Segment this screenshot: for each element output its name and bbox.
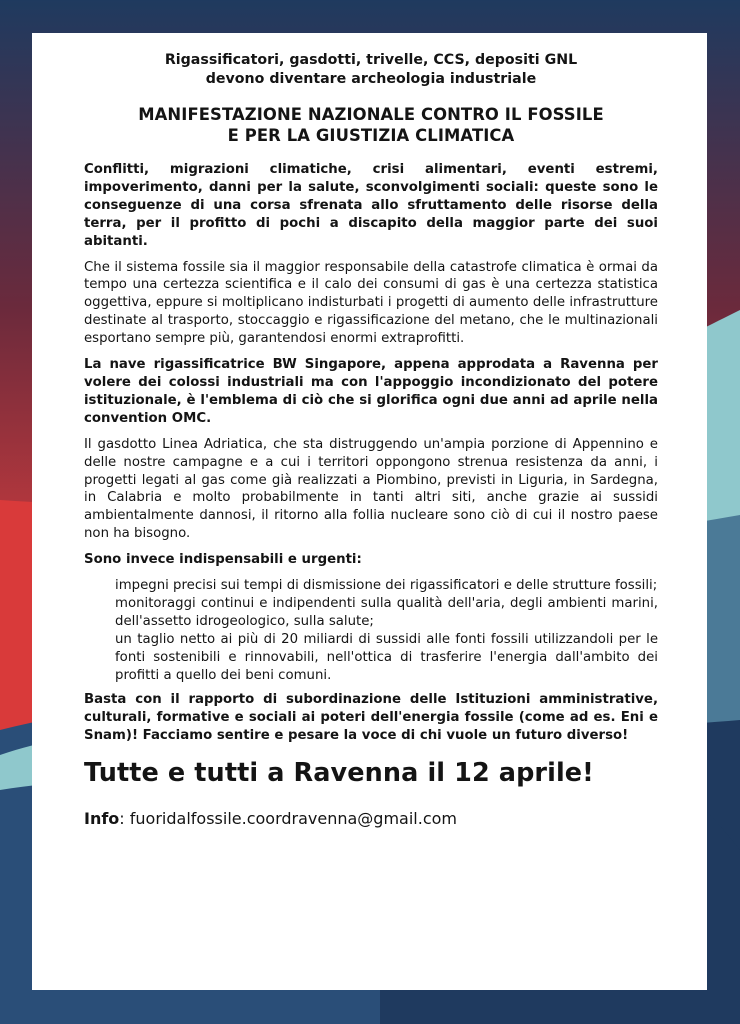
intro-paragraph: Conflitti, migrazioni climatiche, crisi alimentari, eventi estremi, impoverimento, danni per la salute, sconvolgimenti sociali: queste sono le conseguenze di una corsa sfrenata allo sfruttamento delle risorse della terra, per il profitto di pochi a discapito della maggior parte dei suoi abitanti. bbox=[84, 162, 658, 249]
demands-heading: Sono invece indispensabili e urgenti: bbox=[84, 552, 362, 568]
supertitle-line-2: devono diventare archeologia industriale bbox=[205, 70, 537, 87]
call-to-action: Tutte e tutti a Ravenna il 12 aprile! bbox=[84, 758, 594, 789]
paragraph-linea-adriatica: Il gasdotto Linea Adriatica, che sta distruggendo un'ampia porzione di Appennino e delle nostre campagne e a cui i territori oppongono strenua resistenza da anni, i progetti legati al gas come già realizzati a Piombino, previsti in Liguria, in Sardegna, in Calabria e molto probabilmente in tanti altri siti, anche grazie ai sussidi ambientalmente dannosi, il ritorno alla follia nucleare sono ciò di cui il nostro paese non ha bisogno. bbox=[84, 436, 658, 542]
info-separator: : bbox=[119, 809, 130, 829]
demands-list bbox=[84, 577, 658, 684]
flyer-title bbox=[84, 105, 658, 146]
info-email-link[interactable]: fuoridalfossile.coordravenna@gmail.com bbox=[129, 809, 457, 829]
info-line bbox=[84, 809, 658, 829]
flyer-supertitle bbox=[84, 51, 658, 88]
list-item: monitoraggi continui e indipendenti sulla qualità dell'aria, degli ambienti marini, dell'assetto idrogeologico, sulla salute; bbox=[115, 595, 658, 629]
paragraph-fossil-system: Che il sistema fossile sia il maggior responsabile della catastrofe climatica è ormai da tempo una certezza scientifica e il calo dei consumi di gas è una certezza statistica oggettiva, eppure si moltiplicano indisturbati i progetti di aumento delle infrastrutture destinate al trasporto, stoccaggio e rigassificazione del metano, che le multinazionali esportano sempre più, garantendosi enormi extraprofitti. bbox=[84, 259, 658, 347]
info-label: Info bbox=[84, 809, 120, 829]
title-line-1: MANIFESTAZIONE NAZIONALE CONTRO IL FOSSILE bbox=[138, 105, 604, 124]
list-item: un taglio netto ai più di 20 miliardi di sussidi alle fonti fossili utilizzandoli per le fonti sostenibili e rinnovabili, nell'ottica di trasferire l'energia dall'ambito dei profitti a quello dei beni comuni. bbox=[115, 631, 658, 683]
closing-paragraph: Basta con il rapporto di subordinazione delle Istituzioni amministrative, culturali, formative e sociali ai poteri dell'energia fossile (come ad es. Eni e Snam)! Facciamo sentire e pesare la voce di chi vuole un futuro diverso! bbox=[84, 692, 658, 744]
list-item: impegni precisi sui tempi di dismissione dei rigassificatori e delle strutture fossili; bbox=[115, 578, 658, 594]
flyer-card bbox=[32, 33, 707, 990]
supertitle-line-1: Rigassificatori, gasdotti, trivelle, CCS, depositi GNL bbox=[164, 52, 578, 68]
title-line-2: E PER LA GIUSTIZIA CLIMATICA bbox=[227, 125, 515, 145]
paragraph-bw-singapore: La nave rigassificatrice BW Singapore, appena approdata a Ravenna per volere dei colossi industriali ma con l'appoggio incondizionato del potere istituzionale, è l'emblema di ciò che si glorifica ogni due anni ad aprile nella convention OMC. bbox=[84, 357, 658, 426]
